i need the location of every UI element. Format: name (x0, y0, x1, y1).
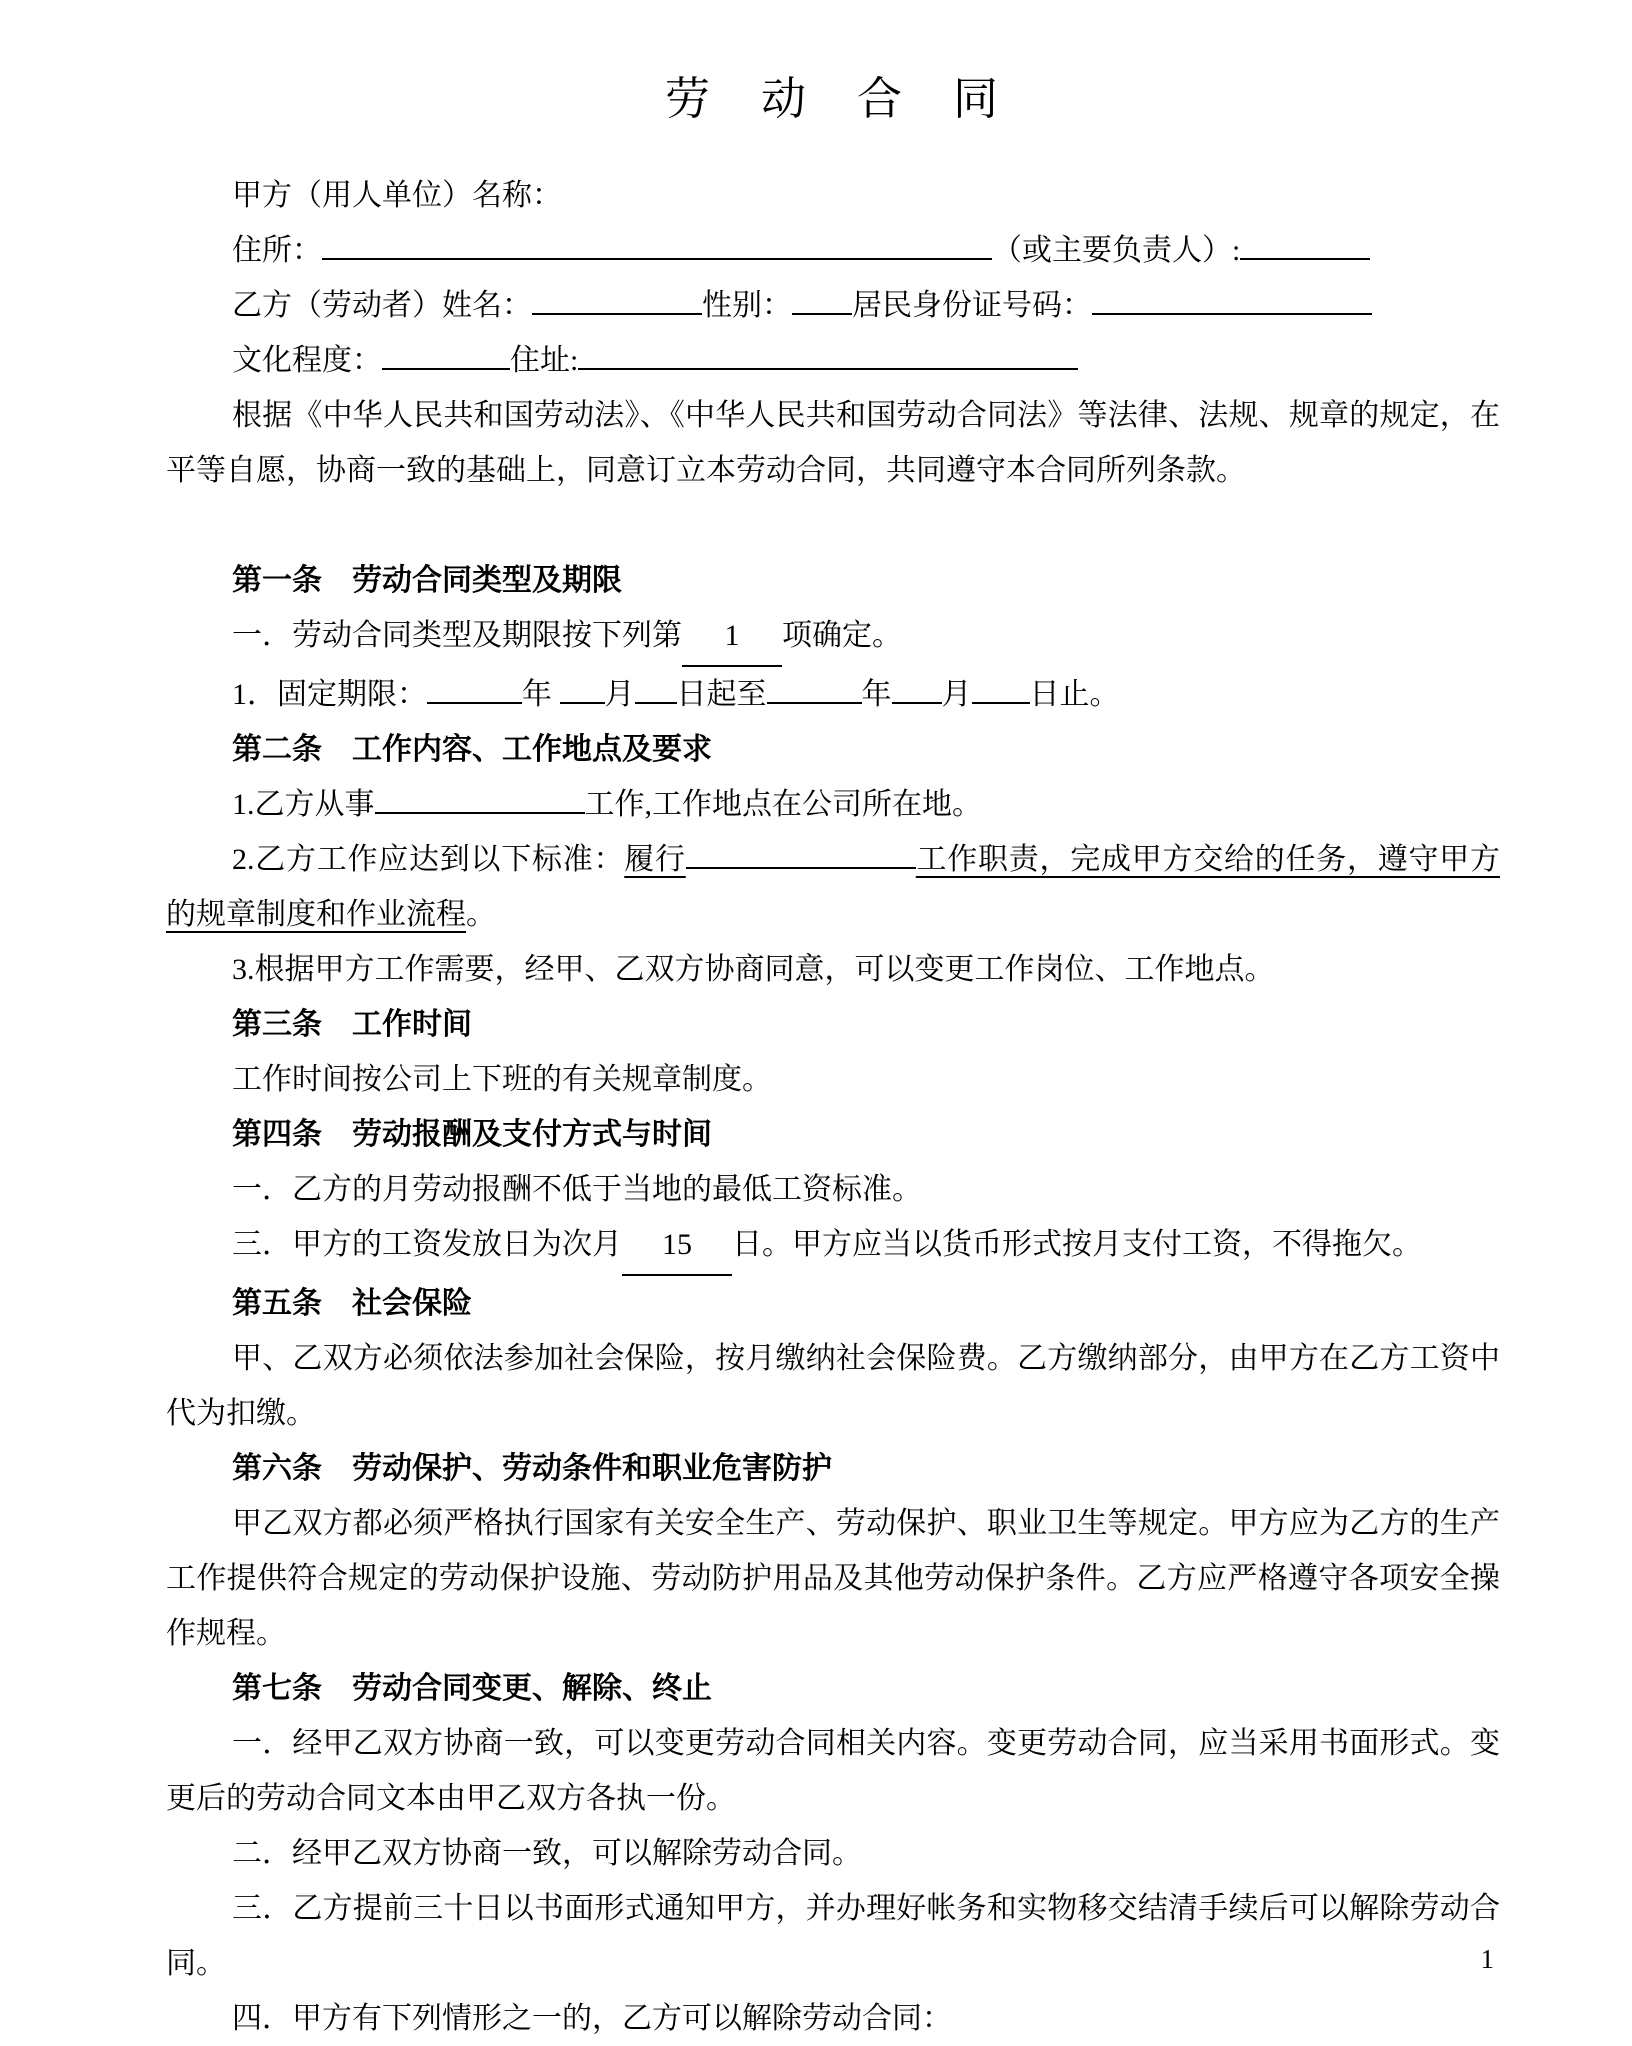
contract-type-post: 项确定。 (782, 619, 902, 652)
contract-title: 劳 动 合 同 (664, 74, 1001, 124)
article-3-heading: 第三条 工作时间 (232, 1008, 472, 1041)
education-blank[interactable] (382, 362, 510, 370)
page-number: 1 (1480, 1944, 1494, 1974)
article-7-item-2: 二．经甲乙双方协商一致，可以解除劳动合同。 (232, 1837, 862, 1870)
party-a-label: 甲方（用人单位）名称： (232, 179, 562, 212)
address-blank[interactable] (322, 252, 992, 260)
end-day-blank[interactable] (972, 696, 1030, 704)
residence-label: 住址: (510, 344, 579, 377)
contract-type-blank[interactable]: 1 (682, 608, 782, 667)
start-month-blank[interactable] (560, 696, 605, 704)
article-7-heading: 第七条 劳动合同变更、解除、终止 (232, 1672, 712, 1705)
party-b-name-blank[interactable] (532, 307, 702, 315)
party-b-line (166, 278, 1500, 333)
job-post: 工作,工作地点在公司所在地。 (584, 788, 982, 821)
payday-post: 日。甲方应当以货币形式按月支付工资，不得拖欠。 (732, 1228, 1422, 1261)
education-line (166, 333, 1500, 388)
article-5-heading: 第五条 社会保险 (232, 1287, 472, 1320)
month-label: 月 (604, 678, 635, 711)
standard-pre: 2.乙方工作应达到以下标准： (232, 843, 625, 876)
year-label-2: 年 (861, 678, 892, 711)
duty-clause: 工作职责，完成甲方交给的任务，遵守甲方的规章制度和作业流程 (166, 843, 1500, 931)
article-1-item-type (166, 608, 1500, 667)
article-2-heading: 第二条 工作内容、工作地点及要求 (232, 733, 712, 766)
job-title-blank[interactable] (375, 806, 585, 814)
job-pre: 1.乙方从事 (232, 788, 375, 821)
duty-blank[interactable] (686, 861, 916, 869)
until-label: 日止。 (1029, 678, 1120, 711)
preamble: 根据《中华人民共和国劳动法》、《中华人民共和国劳动合同法》等法律、法规、规章的规定，在平等自愿，协商一致的基础上，同意订立本劳动合同，共同遵守本合同所列条款。 (166, 399, 1500, 487)
address-line (166, 223, 1500, 278)
article-7-item-1: 一．经甲乙双方协商一致，可以变更劳动合同相关内容。变更劳动合同，应当采用书面形式。变更后的劳动合同文本由甲乙双方各执一份。 (166, 1727, 1500, 1815)
spacer (166, 498, 1500, 553)
end-year-blank[interactable] (767, 696, 862, 704)
standard-post: 。 (466, 898, 496, 931)
article-1-fixed-term-line (166, 667, 1500, 722)
article-4-item-2 (166, 1217, 1500, 1276)
party-b-label: 乙方（劳动者）姓名： (232, 289, 532, 322)
fixed-term-label: 1．固定期限： (232, 678, 427, 711)
end-month-blank[interactable] (892, 696, 942, 704)
article-2-item-2 (166, 832, 1500, 942)
year-label: 年 (522, 678, 560, 711)
address-label: 住所： (232, 234, 322, 267)
article-4-heading: 第四条 劳动报酬及支付方式与时间 (232, 1118, 712, 1151)
article-6-body: 甲乙双方都必须严格执行国家有关安全生产、劳动保护、职业卫生等规定。甲方应为乙方的生产工作提供符合规定的劳动保护设施、劳动防护用品及其他劳动保护条件。乙方应严格遵守各项安全操作规程。 (166, 1507, 1500, 1650)
principal-label: （或主要负责人）: (992, 234, 1241, 267)
payday-pre: 三．甲方的工资发放日为次月 (232, 1228, 622, 1261)
residence-blank[interactable] (578, 362, 1078, 370)
article-2-item-1 (166, 777, 1500, 832)
article-6-heading: 第六条 劳动保护、劳动条件和职业危害防护 (232, 1452, 832, 1485)
gender-blank[interactable] (792, 307, 852, 315)
gender-label: 性别： (702, 289, 792, 322)
payday-blank[interactable]: 15 (622, 1217, 732, 1276)
id-number-blank[interactable] (1092, 307, 1372, 315)
article-7-item-3: 三．乙方提前三十日以书面形式通知甲方，并办理好帐务和实物移交结清手续后可以解除劳动合同。 (166, 1892, 1500, 1980)
month-label-2: 月 (941, 678, 972, 711)
party-a-name-line (166, 168, 1500, 223)
article-3-body: 工作时间按公司上下班的有关规章制度。 (232, 1063, 772, 1096)
article-2-item-3: 3.根据甲方工作需要，经甲、乙双方协商同意，可以变更工作岗位、工作地点。 (232, 953, 1275, 986)
article-5-body: 甲、乙双方必须依法参加社会保险，按月缴纳社会保险费。乙方缴纳部分，由甲方在乙方工资中代为扣缴。 (166, 1342, 1500, 1430)
education-label: 文化程度： (232, 344, 382, 377)
contract-type-pre: 一．劳动合同类型及期限按下列第 (232, 619, 682, 652)
start-year-blank[interactable] (427, 696, 522, 704)
article-4-item-1: 一．乙方的月劳动报酬不低于当地的最低工资标准。 (232, 1173, 922, 1206)
principal-blank[interactable] (1240, 252, 1370, 260)
article-1-heading: 第一条 劳动合同类型及期限 (232, 564, 622, 597)
article-7-item-4: 四．甲方有下列情形之一的，乙方可以解除劳动合同： (232, 2002, 952, 2035)
id-number-label: 居民身份证号码： (852, 289, 1092, 322)
from-to-label: 日起至 (676, 678, 767, 711)
start-day-blank[interactable] (635, 696, 677, 704)
perform-label: 履行 (624, 843, 686, 876)
